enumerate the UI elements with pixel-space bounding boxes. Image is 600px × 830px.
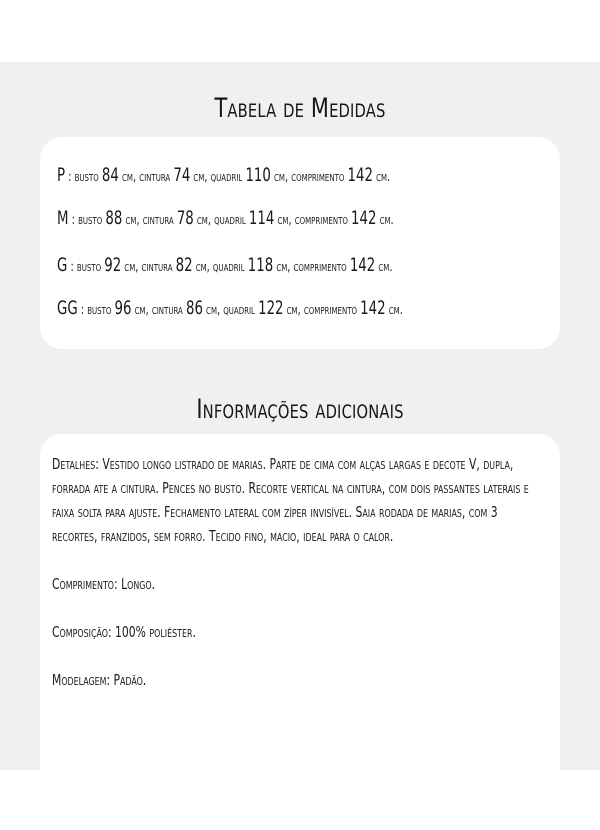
bust-label: busto: [74, 169, 102, 185]
separator: :: [77, 302, 88, 318]
length-paragraph: Comprimento: Longo.: [52, 575, 156, 593]
additional-info-card: [40, 434, 560, 770]
length-value: 142: [349, 254, 376, 276]
length-value: 142: [360, 297, 386, 319]
waist-label: cm, cintura: [121, 259, 176, 275]
fit-paragraph: Modelagem: Padão.: [52, 671, 147, 689]
waist-value: 78: [176, 207, 194, 229]
length-label: cm, comprimento: [270, 169, 348, 185]
length-label: cm, comprimento: [274, 212, 352, 228]
unit-end: cm.: [375, 259, 393, 275]
hip-label: cm, quadril: [202, 302, 259, 318]
additional-info-title: Informações adicionais: [196, 394, 404, 425]
details-paragraph: Detalhes: Vestido longo listrado de marias. Parte de cima com alças largas e decote V, dupla, forrada ate a cintura. Pences no busto. Recorte vertical na cintura, com dois passantes laterais e faixa solta para ajuste. Fechamento lateral com zíper invisível. Saia rodada de marias, com 3 recortes, franzidos, sem forro. Tecido fino, macio, ideal para o calor.: [52, 455, 529, 545]
length-value: 142: [351, 207, 377, 229]
hip-value: 110: [245, 164, 271, 186]
separator: :: [67, 259, 77, 275]
hip-label: cm, quadril: [193, 212, 249, 228]
bust-label: busto: [76, 259, 105, 275]
measurements-card: [40, 137, 560, 349]
size-row-m: [57, 207, 394, 229]
length-value: 142: [347, 164, 373, 186]
bust-value: 88: [105, 207, 123, 229]
hip-value: 122: [258, 297, 284, 319]
waist-value: 74: [173, 164, 191, 186]
separator: :: [68, 212, 79, 228]
bust-value: 92: [104, 254, 122, 276]
size-label: GG: [57, 297, 78, 319]
waist-value: 86: [185, 297, 203, 319]
composition-paragraph: Composição: 100% poliéster.: [52, 623, 196, 641]
separator: :: [65, 169, 75, 185]
size-row-g: [57, 254, 392, 276]
length-label: cm, comprimento: [273, 259, 350, 275]
waist-label: cm, cintura: [131, 302, 186, 318]
hip-value: 118: [247, 254, 274, 276]
bust-value: 96: [114, 297, 132, 319]
unit-end: cm.: [376, 212, 394, 228]
hip-value: 114: [248, 207, 275, 229]
additional-info-text: [52, 452, 540, 692]
length-label: cm, comprimento: [283, 302, 361, 318]
unit-end: cm.: [385, 302, 403, 318]
bust-value: 84: [101, 164, 119, 186]
waist-label: cm, cintura: [122, 212, 177, 228]
waist-value: 82: [175, 254, 193, 276]
size-label: G: [57, 254, 68, 276]
hip-label: cm, quadril: [192, 259, 248, 275]
waist-label: cm, cintura: [118, 169, 174, 185]
bust-label: busto: [78, 212, 106, 228]
hip-label: cm, quadril: [190, 169, 246, 185]
size-row-p: [57, 164, 390, 186]
measurements-title: Tabela de Medidas: [214, 93, 386, 124]
unit-end: cm.: [372, 169, 391, 185]
size-label: M: [57, 207, 69, 229]
bust-label: busto: [87, 302, 115, 318]
size-label: P: [57, 164, 66, 186]
size-row-gg: [57, 297, 403, 319]
